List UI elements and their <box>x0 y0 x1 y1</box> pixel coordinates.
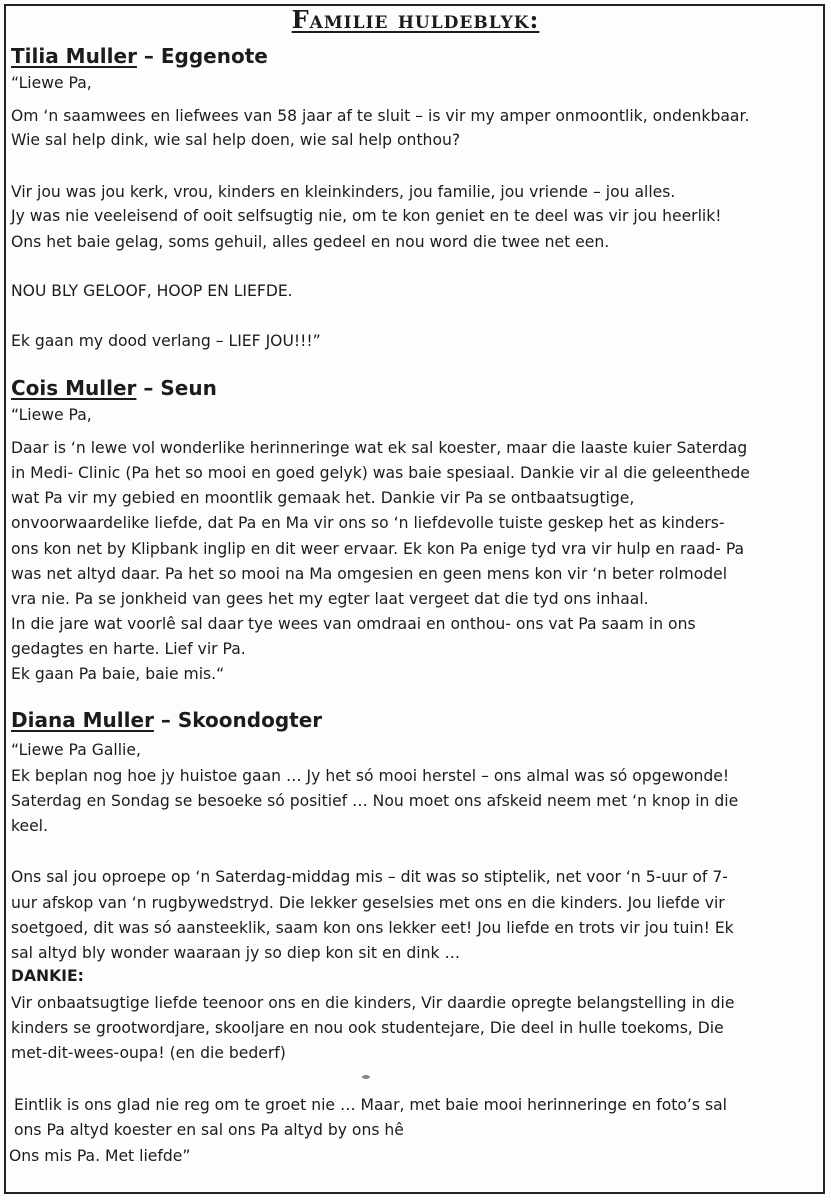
text-line: kinders se grootwordjare, skooljare en nou ook studentejare, Die deel in hulle toekoms, Die <box>11 1019 724 1037</box>
text-line: Wie sal help dink, wie sal help doen, wie sal help onthou? <box>11 131 461 149</box>
text-line: sal altyd bly wonder waaraan jy so diep kon sit en dink … <box>11 944 461 962</box>
author-name: Diana Muller <box>11 708 154 732</box>
text-line: Ons sal jou oproepe op ‘n Saterdag-middag mis – dit was so stiptelik, net voor ‘n 5-uur of 7- <box>11 868 728 886</box>
text-line: vra nie. Pa se jonkheid van gees het my egter laat vergeet dat die tyd ons inhaal. <box>11 590 649 608</box>
text-line: “Liewe Pa, <box>11 406 92 424</box>
text-line: onvoorwaardelike liefde, dat Pa en Ma vir ons so ‘n liefdevolle tuiste geskep het as kinders- <box>11 514 725 532</box>
text-line: NOU BLY GELOOF, HOOP EN LIEFDE. <box>11 282 293 300</box>
text-line: Ek gaan my dood verlang – LIEF JOU!!!” <box>11 332 321 350</box>
section-heading-cois: Cois Muller – Seun <box>11 376 217 400</box>
text-line: Daar is ‘n lewe vol wonderlike herinneringe wat ek sal koester, maar die laaste kuier Saterdag <box>11 439 748 457</box>
text-line: wat Pa vir my gebied en moontlik gemaak het. Dankie vir Pa se ontbaatsugtige, <box>11 489 635 507</box>
text-line: Eintlik is ons glad nie reg om te groet nie … Maar, met baie mooi herinneringe en foto’s sal <box>14 1096 727 1114</box>
text-line: soetgoed, dit was só aansteeklik, saam kon ons lekker eet! Jou liefde en trots vir jou tuin! Ek <box>11 919 734 937</box>
author-relation: Skoondogter <box>177 708 323 732</box>
text-line: gedagtes en harte. Lief vir Pa. <box>11 640 246 658</box>
author-relation: Seun <box>160 376 217 400</box>
text-line: Ek beplan nog hoe jy huistoe gaan … Jy het só mooi herstel – ons almal was só opgewonde! <box>11 767 730 785</box>
text-line: uur afskop van ‘n rugbywedstryd. Die lekker geselsies met ons en die kinders. Jou liefde vir <box>11 894 725 912</box>
text-line: ons Pa altyd koester en sal ons Pa altyd by ons hê <box>14 1121 404 1139</box>
text-line: Vir onbaatsugtige liefde teenoor ons en die kinders, Vir daardie opregte belangstelling in die <box>11 994 735 1012</box>
text-line: In die jare wat voorlê sal daar tye wees van omdraai en onthou- ons vat Pa saam in ons <box>11 615 696 633</box>
scan-speck <box>362 1075 370 1079</box>
text-line: keel. <box>11 817 48 835</box>
text-line: met-dit-wees-oupa! (en die bederf) <box>11 1044 286 1062</box>
page-title: Familie huldeblyk: <box>291 5 540 34</box>
text-line-bold: DANKIE: <box>11 967 84 985</box>
text-line: ons kon net by Klipbank inglip en dit weer ervaar. Ek kon Pa enige tyd vra vir hulp en raad- Pa <box>11 540 745 558</box>
text-line: Jy was nie veeleisend of ooit selfsugtig nie, om te kon geniet en te deel was vir jou heerlik! <box>11 207 722 225</box>
author-name: Tilia Muller <box>11 44 137 68</box>
text-line: “Liewe Pa Gallie, <box>11 741 141 759</box>
author-name: Cois Muller <box>11 376 137 400</box>
text-line: “Liewe Pa, <box>11 74 92 92</box>
author-relation: Eggenote <box>160 44 268 68</box>
text-line: in Medi- Clinic (Pa het so mooi en goed gelyk) was baie spesiaal. Dankie vir al die geleenthede <box>11 464 750 482</box>
text-line: was net altyd daar. Pa het so mooi na Ma omgesien en geen mens kon vir ‘n beter rolmodel <box>11 565 728 583</box>
text-line: Om ‘n saamwees en liefwees van 58 jaar af te sluit – is vir my amper onmoontlik, ondenkbaar. <box>11 107 750 125</box>
section-heading-diana: Diana Muller – Skoondogter <box>11 708 323 732</box>
text-line: Ek gaan Pa baie, baie mis.“ <box>11 665 225 683</box>
text-line: Ons mis Pa. Met liefde” <box>9 1147 191 1165</box>
text-line: Vir jou was jou kerk, vrou, kinders en kleinkinders, jou familie, jou vriende – jou alles. <box>11 183 676 201</box>
text-line: Saterdag en Sondag se besoeke só positief … Nou moet ons afskeid neem met ‘n knop in die <box>11 792 739 810</box>
section-heading-tilia: Tilia Muller – Eggenote <box>11 44 268 68</box>
text-line: Ons het baie gelag, soms gehuil, alles gedeel en nou word die twee net een. <box>11 233 610 251</box>
